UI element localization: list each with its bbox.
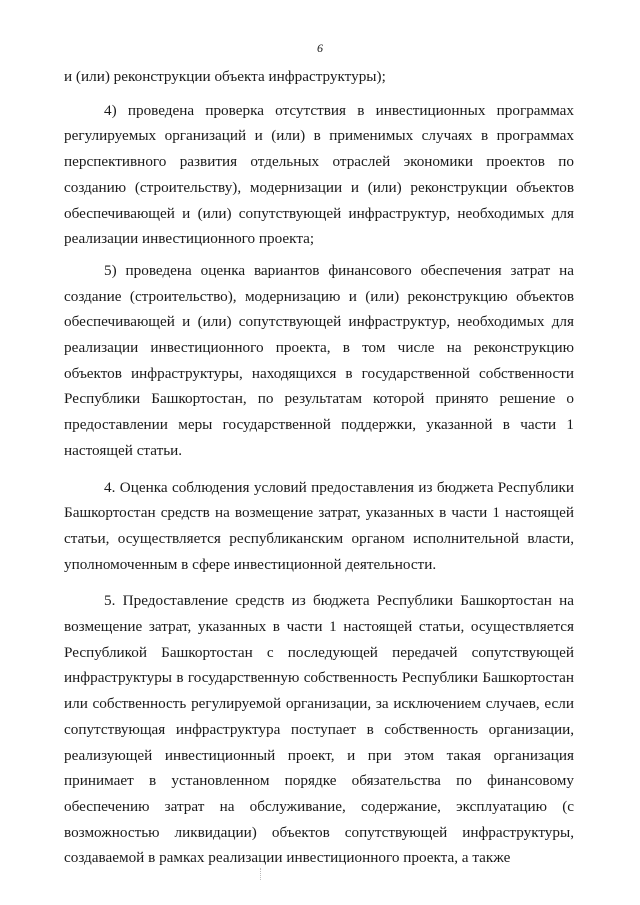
scan-artifact xyxy=(260,868,262,880)
paragraph-part-5: 5. Предоставление средств из бюджета Республики Башкортостан на возмещение затрат, указанных в части 1 настоящей статьи, осуществляется Республикой Башкортостан с последующей передачей сопутствующей инфраструктуры в государственную собственность Республики Башкортостан или собственность регулируемой организации, за исключением случаев, если сопутствующая инфраструктура поступает в собственность организации, реализующей инвестиционный проект, и при этом такая организация принимает в установленном порядке обязательства по финансовому обеспечению затрат на обслуживание, содержание, эксплуатацию (с возможностью ликвидации) объектов сопутствующей инфраструктуры, создаваемой в рамках реализации инвестиционного проекта, а также xyxy=(64,592,574,867)
paragraph-part-4: 4. Оценка соблюдения условий предоставления из бюджета Республики Башкортостан средств на возмещение затрат, указанных в части 1 настоящей статьи, осуществляется республиканским органом исполнительной власти, уполномоченным в сфере инвестиционной деятельности. xyxy=(64,478,574,573)
paragraph-continuation: и (или) реконструкции объекта инфраструктуры); xyxy=(64,68,386,85)
paragraph-item-4: 4) проведена проверка отсутствия в инвестиционных программах регулируемых организаций и (или) в применимых случаях в программах перспективного развития отдельных отраслей экономики проектов по созданию (строительству), модернизации и (или) реконструкции объектов обеспечивающей и (или) сопутствующей инфраструктур, необходимых для реализации инвестиционного проекта; xyxy=(64,101,574,248)
page-number: 6 xyxy=(317,41,323,55)
document-body xyxy=(64,64,574,871)
paragraph-item-5: 5) проведена оценка вариантов финансового обеспечения затрат на создание (строительство), модернизацию и (или) реконструкцию объектов обеспечивающей и (или) сопутствующей инфраструктур, необходимых для реализации инвестиционного проекта, в том числе на реконструкцию объектов инфраструктуры, находящихся в государственной собственности Республики Башкортостан, по результатам которой принято решение о предоставлении меры государственной поддержки, указанной в части 1 настоящей статьи. xyxy=(64,261,574,459)
